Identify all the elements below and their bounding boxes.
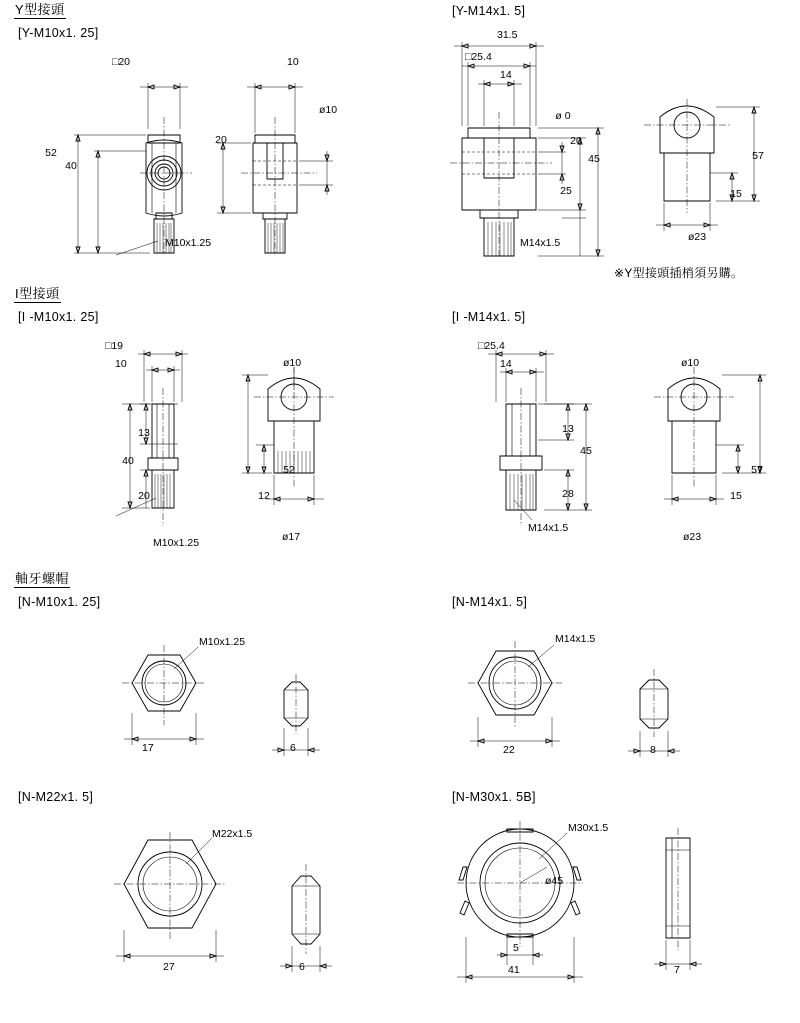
dim-n-m22-thread: M22x1.5 <box>212 828 253 840</box>
dim-y-m10-side-10: 10 <box>287 56 299 68</box>
drawing-y-m10-side <box>205 55 375 255</box>
section-title-i-joint: I型接頭 <box>15 286 60 301</box>
part-label-n-m22: [N-M22x1. 5] <box>18 790 94 804</box>
dim-n-m10-6: 6 <box>290 742 296 754</box>
drawing-i-m14-front <box>470 340 650 540</box>
dim-i-m10-d10: ø10 <box>283 357 302 369</box>
drawing-n-m30-face <box>435 815 625 990</box>
dim-n-m30-d45: ø45 <box>545 875 564 887</box>
dim-y-m14-sq: □25.4 <box>465 51 492 63</box>
dim-i-m10-52: 52 <box>283 464 295 476</box>
dim-y-m10-side-hole: ø10 <box>318 104 338 116</box>
dim-y-m14-15: 15 <box>730 188 742 200</box>
dim-y-m10-40: 40 <box>65 160 77 172</box>
dim-i-m14-57: 57 <box>751 464 763 476</box>
drawing-i-m10-side <box>240 355 400 545</box>
dim-y-m10-thread: M10x1.25 <box>165 237 212 249</box>
dim-y-m10-width: □20 <box>112 56 131 68</box>
dim-i-m10-40: 40 <box>122 455 134 467</box>
dim-i-m14-thread: M14x1.5 <box>528 522 569 534</box>
dim-i-m10-sq: □19 <box>105 340 124 352</box>
drawing-i-m10-front <box>60 340 240 540</box>
dim-n-m14-8: 8 <box>650 744 656 756</box>
dim-i-m14-45: 45 <box>580 445 592 457</box>
dim-i-m14-14: 14 <box>500 358 512 370</box>
dim-n-m22-27: 27 <box>163 961 175 973</box>
dim-i-m14-sq: □25.4 <box>478 340 505 352</box>
dim-y-m10-52: 52 <box>45 147 57 159</box>
dim-i-m14-d10: ø10 <box>681 357 700 369</box>
dim-n-m30-5: 5 <box>513 942 519 954</box>
drawing-n-m10-side <box>262 660 342 770</box>
part-label-n-m10: [N-M10x1. 25] <box>18 595 101 609</box>
section-title-shaft-nut: 軸牙螺帽 <box>15 571 70 586</box>
dim-i-m10-thread: M10x1.25 <box>153 537 200 549</box>
dim-n-m14-22: 22 <box>503 744 515 756</box>
dim-n-m30-7: 7 <box>674 964 680 976</box>
part-label-n-m30: [N-M30x1. 5B] <box>452 790 536 804</box>
dim-n-m14-thread: M14x1.5 <box>555 633 596 645</box>
drawing-n-m22-face <box>100 818 253 978</box>
note-y-joint-pin: ※Y型接頭插梢須另購。 <box>614 266 744 280</box>
dim-i-m14-15: 15 <box>730 490 742 502</box>
dim-y-m14-hole: ø 0 <box>555 110 571 122</box>
part-label-i-m10: [I -M10x1. 25] <box>18 310 99 324</box>
dim-y-m14-d23: ø23 <box>688 231 707 243</box>
dim-n-m22-6: 6 <box>299 961 305 973</box>
dim-i-m10-12: 12 <box>258 490 270 502</box>
section-title-y-joint: Y型接頭 <box>15 2 65 17</box>
dim-n-m10-thread: M10x1.25 <box>199 636 246 648</box>
drawing-y-m14-side <box>630 85 790 245</box>
drawing-n-m30-side <box>640 820 750 990</box>
dim-i-m10-10: 10 <box>115 358 127 370</box>
dim-i-m10-20: 20 <box>138 490 150 502</box>
dim-y-m10-side-20: 20 <box>215 134 227 146</box>
drawing-n-m14-face <box>450 625 590 765</box>
dim-y-m14-31-5: 31.5 <box>497 29 518 41</box>
dim-i-m14-28: 28 <box>562 488 574 500</box>
drawing-y-m10-front <box>60 55 220 255</box>
dim-n-m30-41: 41 <box>508 964 520 976</box>
drawing-n-m14-side <box>618 655 708 770</box>
part-label-n-m14: [N-M14x1. 5] <box>452 595 528 609</box>
drawing-n-m22-side <box>272 850 362 985</box>
dim-y-m14-20: 20 <box>570 135 582 147</box>
dim-n-m10-17: 17 <box>142 742 154 754</box>
dim-y-m14-57: 57 <box>752 150 764 162</box>
dim-y-m14-25: 25 <box>560 185 572 197</box>
dim-i-m14-d23: ø23 <box>683 531 702 543</box>
dim-y-m14-45: 45 <box>588 153 600 165</box>
dim-y-m14-thread: M14x1.5 <box>520 237 561 249</box>
part-label-y-m10: [Y-M10x1. 25] <box>18 26 99 40</box>
dim-y-m14-14: 14 <box>500 69 512 81</box>
drawing-i-m14-side <box>640 355 800 545</box>
dim-i-m14-13: 13 <box>562 423 574 435</box>
part-label-y-m14: [Y-M14x1. 5] <box>452 4 526 18</box>
dim-i-m10-d17: ø17 <box>282 531 301 543</box>
dim-n-m30-thread: M30x1.5 <box>568 822 609 834</box>
dim-i-m10-13: 13 <box>138 427 150 439</box>
part-label-i-m14: [I -M14x1. 5] <box>452 310 526 324</box>
